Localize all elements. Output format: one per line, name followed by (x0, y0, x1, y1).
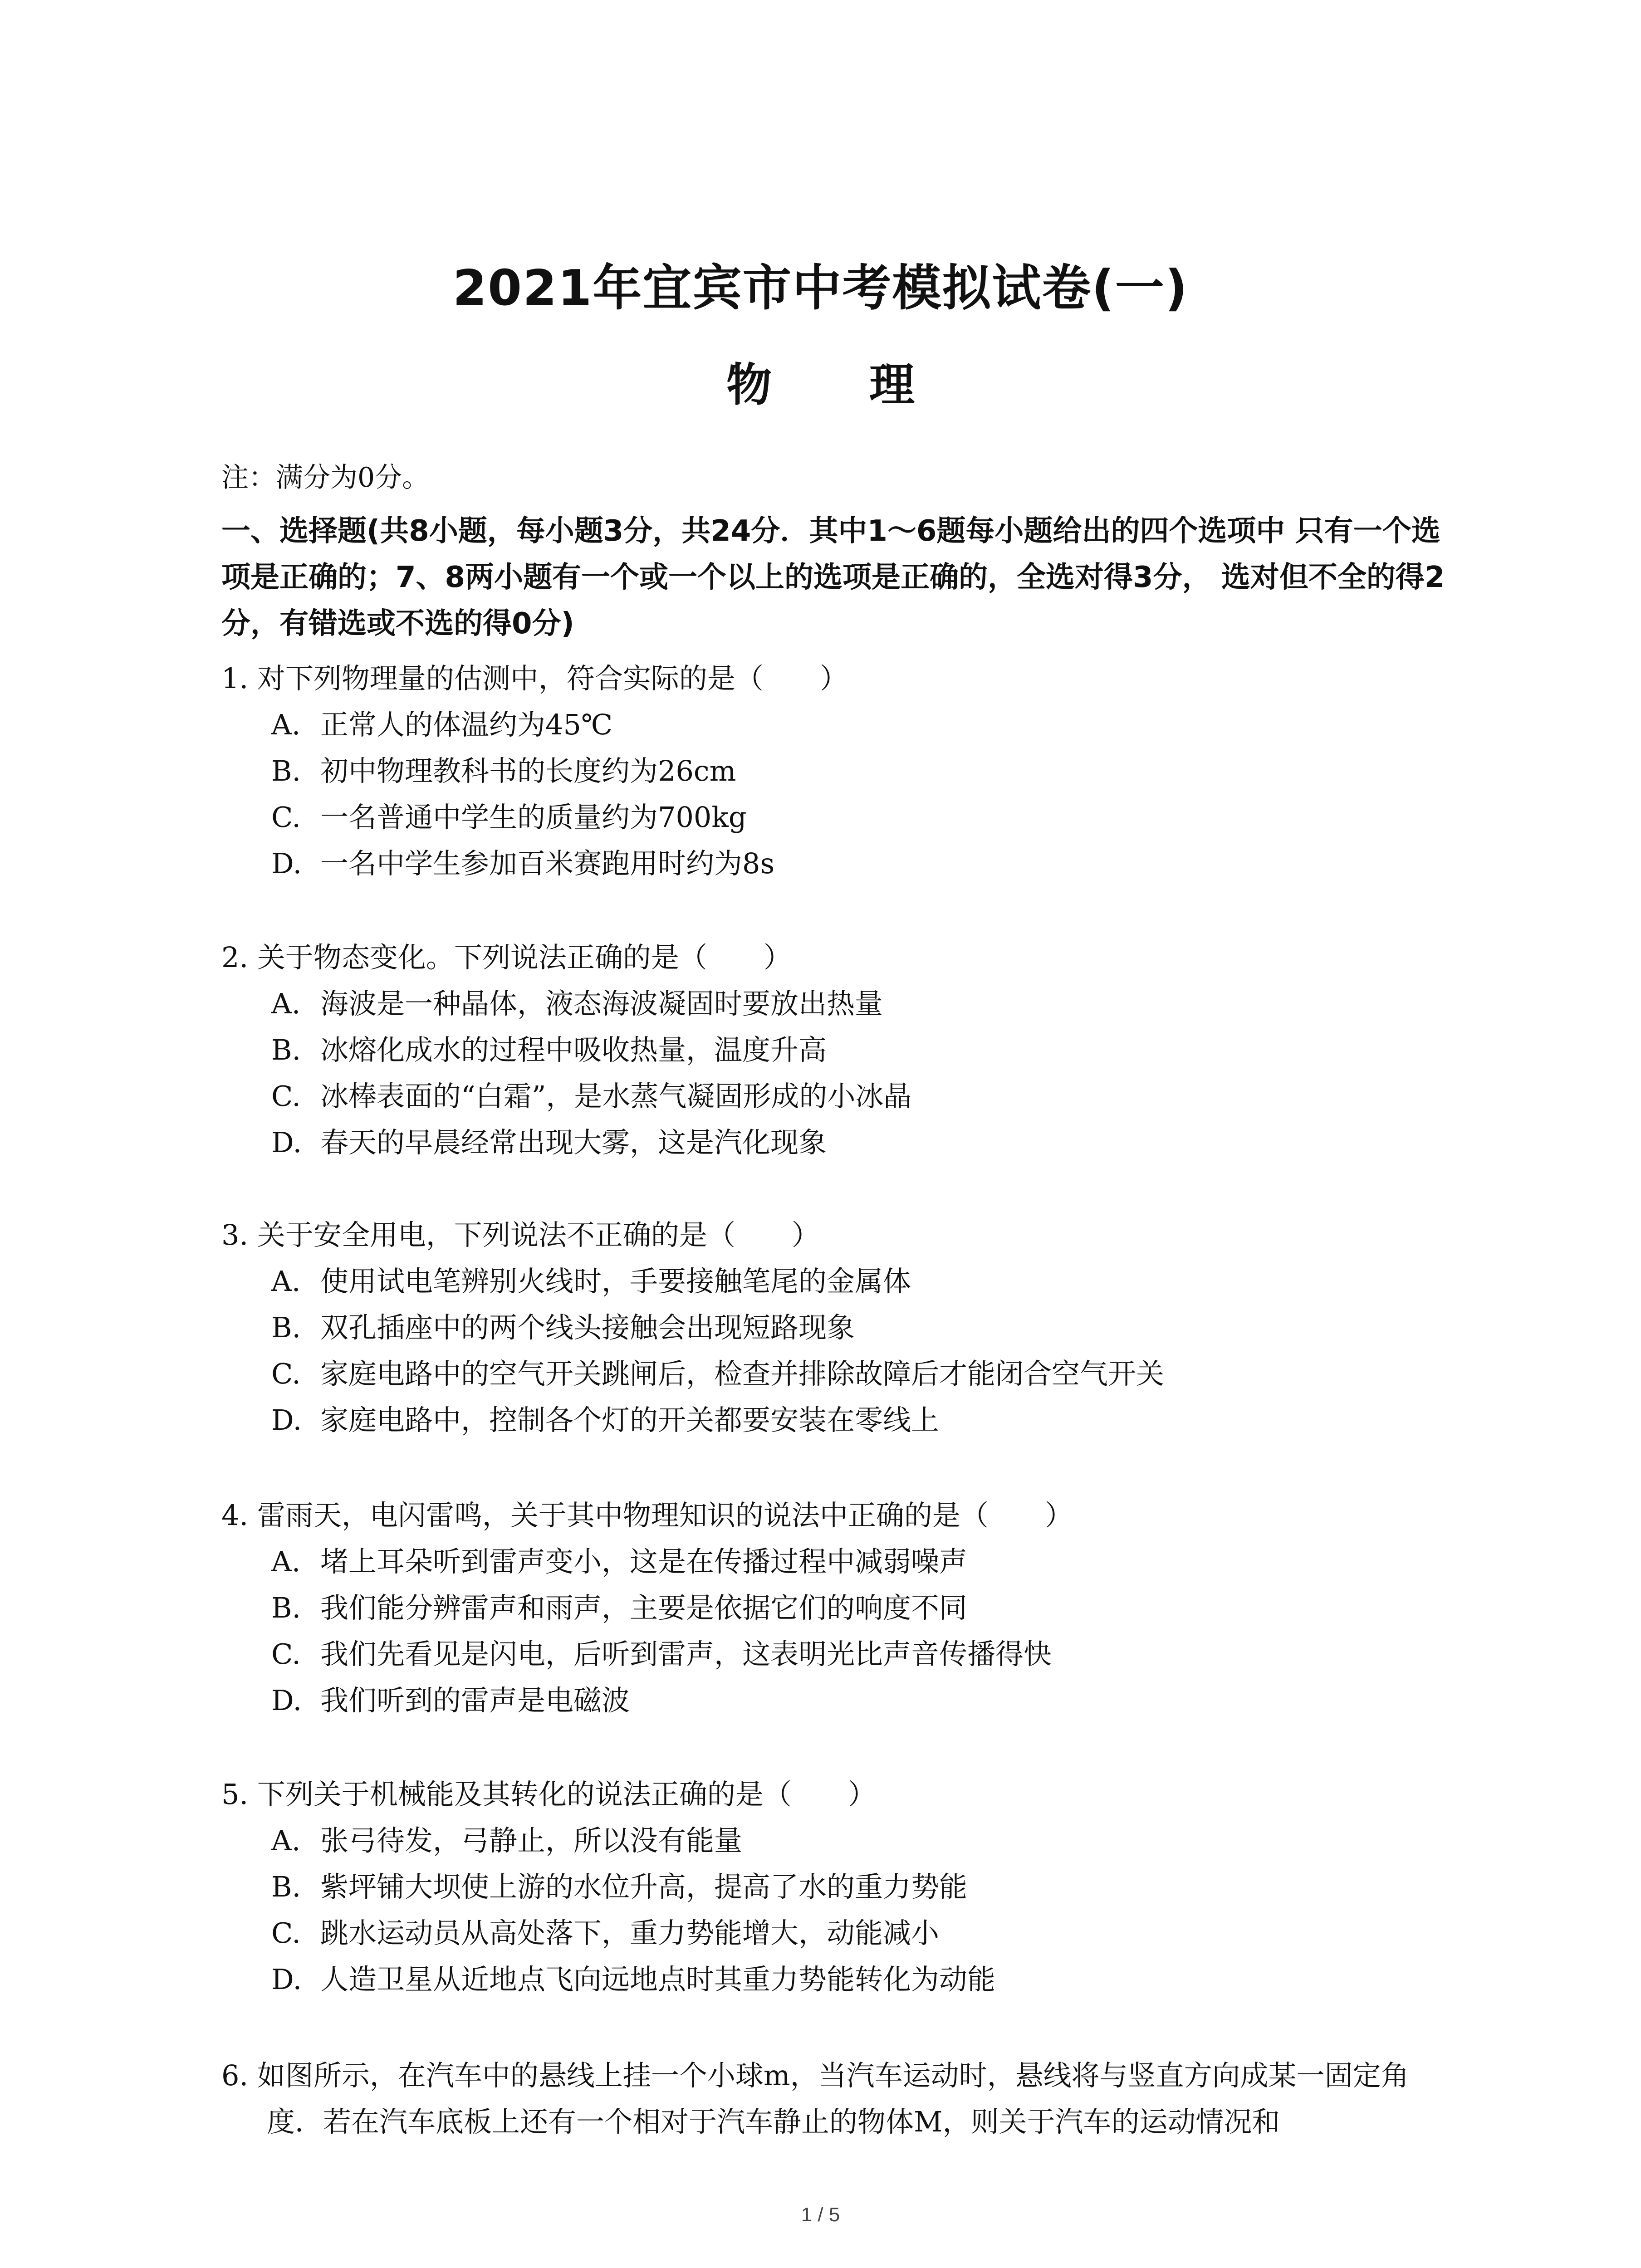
option-letter: C. (271, 1357, 301, 1390)
option-text: 冰熔化成水的过程中吸收热量，温度升高 (320, 1033, 827, 1066)
option-text: 正常人的体温约为45℃ (320, 708, 613, 741)
score-note: 注：满分为0分。 (221, 462, 430, 494)
option-letter: A. (271, 1824, 301, 1857)
option-text: 一名普通中学生的质量约为700kg (320, 801, 747, 834)
option-c (221, 1351, 1455, 1397)
question-2 (221, 934, 1455, 1166)
question-stem: 2. 关于物态变化。下列说法正确的是（ ） (221, 941, 792, 974)
question-4 (221, 1492, 1455, 1724)
option-b (221, 1585, 1455, 1631)
option-c (221, 1631, 1455, 1677)
question-stem: 5. 下列关于机械能及其转化的说法正确的是（ ） (221, 1778, 876, 1811)
option-b (221, 1864, 1455, 1910)
option-letter: D. (271, 1963, 302, 1996)
option-text: 我们先看见是闪电，后听到雷声，这表明光比声音传播得快 (320, 1637, 1052, 1671)
option-c (221, 794, 1455, 841)
option-letter: A. (271, 1265, 301, 1298)
option-letter: B. (271, 1591, 301, 1624)
option-a (221, 1539, 1455, 1585)
option-letter: A. (271, 987, 301, 1020)
subject-title: 物 理 (726, 358, 955, 411)
option-d (221, 1119, 1455, 1166)
question-1 (221, 655, 1455, 887)
option-d (221, 841, 1455, 887)
option-letter: A. (271, 1545, 301, 1578)
option-text: 家庭电路中，控制各个灯的开关都要安装在零线上 (320, 1403, 940, 1437)
option-c (221, 1073, 1455, 1119)
option-letter: B. (271, 1033, 301, 1066)
option-letter: D. (271, 1403, 302, 1437)
option-text: 人造卫星从近地点飞向远地点时其重力势能转化为动能 (320, 1963, 996, 1996)
option-a (221, 702, 1455, 748)
question-stem: 6. 如图所示，在汽车中的悬线上挂一个小球m，当汽车运动时，悬线将与竖直方向成某一固定角度．若在汽车底板上还有一个相对于汽车静止的物体M，则关于汽车的运动情况和 (221, 2059, 1409, 2138)
option-c (221, 1910, 1455, 1956)
option-text: 春天的早晨经常出现大雾，这是汽化现象 (320, 1126, 827, 1159)
option-text: 紫坪铺大坝使上游的水位升高，提高了水的重力势能 (320, 1870, 968, 1903)
option-b (221, 1305, 1455, 1351)
option-text: 海波是一种晶体，液态海波凝固时要放出热量 (320, 987, 883, 1020)
option-letter: B. (271, 1311, 301, 1344)
option-text: 堵上耳朵听到雷声变小，这是在传播过程中减弱噪声 (320, 1545, 968, 1578)
option-a (221, 1258, 1455, 1305)
option-text: 跳水运动员从高处落下，重力势能增大，动能减小 (320, 1916, 940, 1950)
option-letter: B. (271, 754, 301, 787)
question-6 (221, 2053, 1455, 2145)
option-letter: D. (271, 847, 302, 880)
option-text: 使用试电笔辨别火线时，手要接触笔尾的金属体 (320, 1265, 911, 1298)
page-number: 1 / 5 (801, 2204, 840, 2226)
section-heading: 一、选择题(共8小题，每小题3分，共24分．其中1～6题每小题给出的四个选项中 只有一个选项是正确的；7、8两小题有一个或一个以上的选项是正确的，全选对得3分， 选对但不全的得2分，有错选或不选的得0分) (221, 514, 1445, 640)
option-a (221, 1818, 1455, 1864)
option-letter: B. (271, 1870, 301, 1903)
option-d (221, 1397, 1455, 1443)
option-letter: A. (271, 708, 301, 741)
option-text: 双孔插座中的两个线头接触会出现短路现象 (320, 1311, 855, 1344)
question-3 (221, 1212, 1455, 1443)
option-b (221, 1027, 1455, 1073)
option-d (221, 1956, 1455, 2003)
question-stem: 4. 雷雨天，电闪雷鸣，关于其中物理知识的说法中正确的是（ ） (221, 1499, 1073, 1532)
option-text: 一名中学生参加百米赛跑用时约为8s (320, 847, 775, 880)
option-letter: C. (271, 1916, 301, 1950)
option-text: 我们听到的雷声是电磁波 (320, 1684, 630, 1717)
option-letter: C. (271, 1637, 301, 1671)
option-letter: D. (271, 1684, 302, 1717)
option-text: 张弓待发，弓静止，所以没有能量 (320, 1824, 743, 1857)
question-stem: 3. 关于安全用电，下列说法不正确的是（ ） (221, 1218, 820, 1251)
option-letter: C. (271, 1080, 301, 1113)
option-b (221, 748, 1455, 794)
option-d (221, 1677, 1455, 1724)
question-stem: 1. 对下列物理量的估测中，符合实际的是（ ） (221, 662, 848, 695)
option-text: 初中物理教科书的长度约为26cm (320, 754, 736, 787)
exam-title: 2021年宜宾市中考模拟试卷(一) (452, 260, 1189, 317)
option-text: 家庭电路中的空气开关跳闸后，检查并排除故障后才能闭合空气开关 (320, 1357, 1165, 1390)
option-text: 我们能分辨雷声和雨声，主要是依据它们的响度不同 (320, 1591, 968, 1624)
option-letter: C. (271, 801, 301, 834)
option-letter: D. (271, 1126, 302, 1159)
question-5 (221, 1771, 1455, 2003)
option-a (221, 981, 1455, 1027)
option-text: 冰棒表面的“白霜”，是水蒸气凝固形成的小冰晶 (320, 1080, 912, 1113)
